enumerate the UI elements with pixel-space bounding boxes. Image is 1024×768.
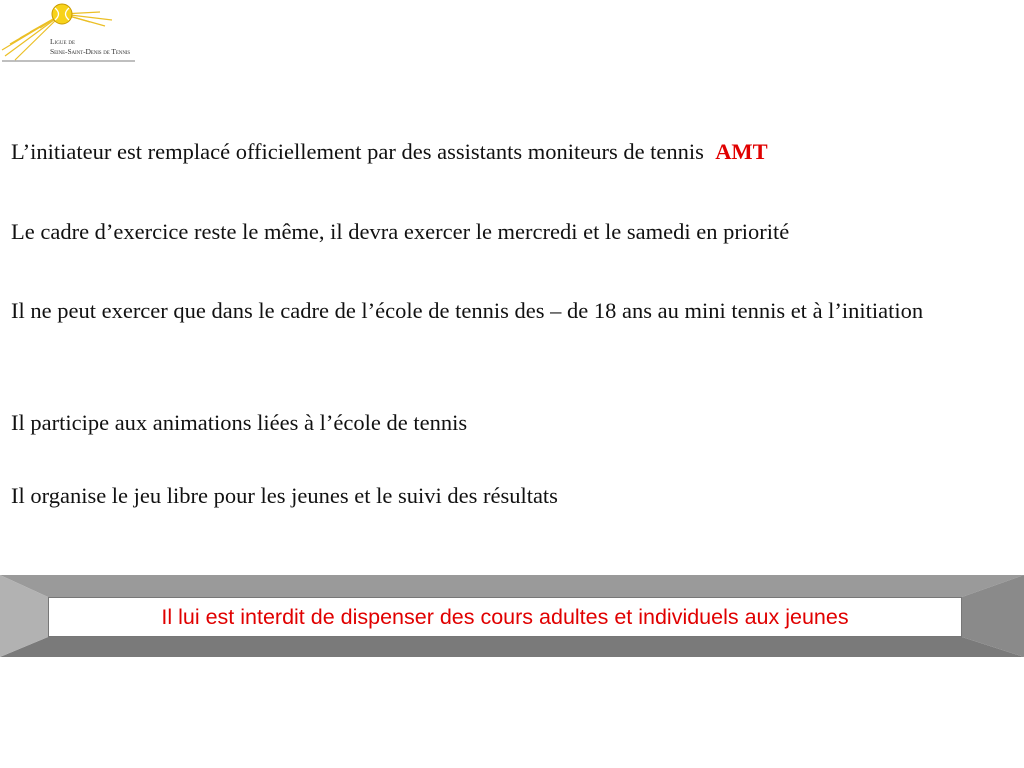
logo-line-1: Ligue de xyxy=(50,37,76,46)
tennis-ball-icon xyxy=(0,0,140,66)
paragraph-4: Il participe aux animations liées à l’école de tennis xyxy=(11,410,468,435)
banner-box xyxy=(48,597,962,637)
banner-text: Il lui est interdit de dispenser des cours adultes et individuels aux jeunes xyxy=(161,604,849,629)
paragraph-1-text: L’initiateur est remplacé officiellement par des assistants moniteurs de tennis xyxy=(11,139,704,164)
paragraph-3: Il ne peut exercer que dans le cadre de l’école de tennis des – de 18 ans au mini tennis et à l’initiation xyxy=(11,298,924,323)
warning-banner xyxy=(0,575,1024,657)
amt-highlight: AMT xyxy=(715,139,768,164)
paragraph-2: Le cadre d’exercice reste le même, il devra exercer le mercredi et le samedi en priorité xyxy=(11,219,790,244)
paragraph-5: Il organise le jeu libre pour les jeunes et le suivi des résultats xyxy=(11,483,558,508)
logo-line-2: Seine-Saint-Denis de Tennis xyxy=(50,47,131,56)
league-logo xyxy=(0,0,140,66)
paragraph-1 xyxy=(11,136,768,168)
